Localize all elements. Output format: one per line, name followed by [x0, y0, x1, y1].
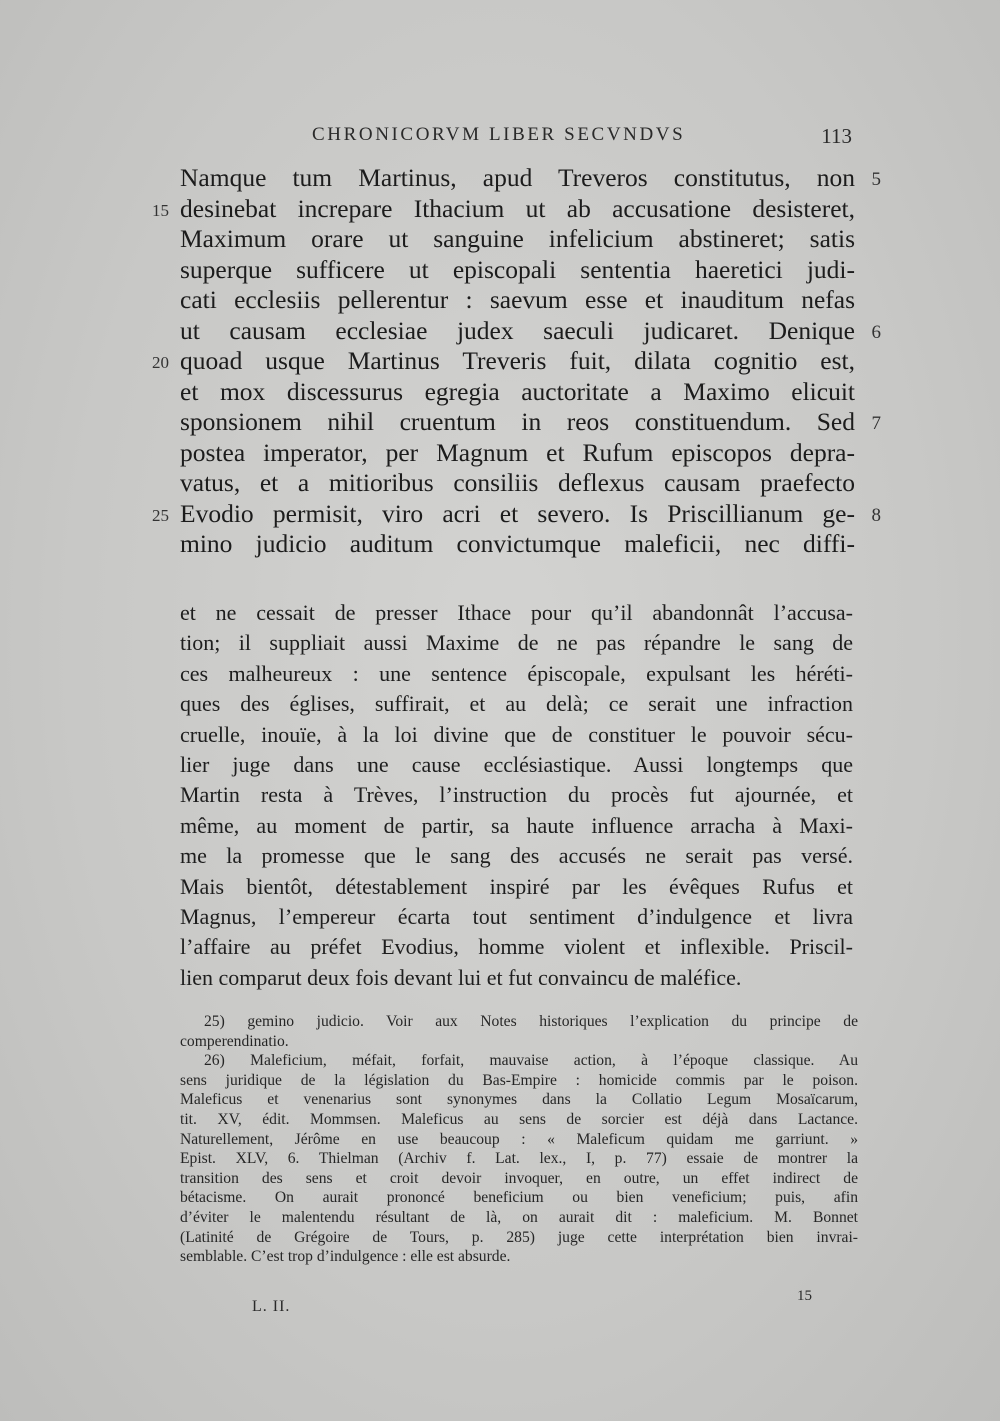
french-line: Martin resta à Trèves, l’instruction du procès fut ajournée, et	[180, 782, 853, 808]
latin-line: desinebat increpare Ithacium ut ab accusatione desisteret, 15	[180, 194, 855, 225]
french-line: Mais bientôt, détestablement inspiré par les évêques Rufus et	[180, 873, 853, 899]
french-line: ques des églises, suffirait, et au delà; ce serait une infraction	[180, 691, 853, 717]
footnote-line: 26) Maleficium, méfait, forfait, mauvaise action, à l’époque classique. Au	[204, 1052, 858, 1070]
latin-line: sponsionem nihil cruentum in reos constituendum. Sed 7	[180, 407, 855, 438]
footnote-line: Naturellement, Jérôme en use beaucoup : « Maleficum quidam me garriunt. »	[180, 1130, 858, 1148]
french-line: l’affaire au préfet Evodius, homme violent et inflexible. Priscil-	[180, 934, 853, 960]
french-line: lien comparut deux fois devant lui et fut convaincu de maléfice.	[180, 964, 742, 990]
french-line: cruelle, inouïe, à la loi divine que de constituer le pouvoir sécu-	[180, 721, 853, 747]
latin-line: postea imperator, per Magnum et Rufum episcopos depra-	[180, 437, 855, 467]
latin-line: Evodio permisit, viro acri et severo. Is Priscillianum ge- 25 8	[180, 499, 855, 530]
footnote-line: Epist. XLV, 6. Thielman (Archiv f. Lat. lex., I, p. 77) essaie de montrer la	[180, 1150, 858, 1168]
paragraph-number: 7	[871, 413, 881, 434]
paragraph-number: 8	[871, 504, 881, 526]
page-number: 113	[821, 124, 852, 148]
sheet-number: 15	[797, 1288, 812, 1304]
line-number: 25	[152, 505, 169, 525]
footnote-line: (Latinité de Grégoire de Tours, p. 285) juge cette interprétation bien invrai-	[180, 1228, 858, 1246]
footnote-line: semblable. C’est trop d’indulgence : elle est absurde.	[180, 1248, 511, 1266]
latin-line: ut causam ecclesiae judex saeculi judicaret. Denique 6	[180, 316, 855, 347]
footnote-line: 25) gemino judicio. Voir aux Notes historiques l’explication du principe de	[204, 1013, 858, 1030]
french-line: me la promesse que le sang des accusés ne serait pas versé.	[180, 843, 853, 869]
footnotes-block	[180, 1012, 858, 1267]
french-line: lier juge dans une cause ecclésiastique. Aussi longtemps que	[180, 751, 853, 777]
footnote-line: bétacisme. On aurait prononcé beneficium ou bien veneficium; puis, afin	[180, 1189, 858, 1207]
paragraph-number: 6	[871, 321, 881, 343]
latin-line: quoad usque Martinus Treveris fuit, dilata cognitio est, 20	[180, 346, 855, 377]
latin-line: Namque tum Martinus, apud Treveros constitutus, non 5	[180, 163, 855, 194]
latin-line: vatus, et a mitioribus consiliis deflexus causam praefecto	[180, 468, 855, 497]
french-line: ces malheureux : une sentence épiscopale, expulsant les héréti-	[180, 660, 853, 686]
latin-line: Maximum orare ut sanguine infelicium abstineret; satis	[180, 224, 855, 253]
line-number: 15	[152, 200, 169, 220]
french-line: Magnus, l’empereur écarta tout sentiment d’indulgence et livra	[180, 903, 853, 929]
latin-line: cati ecclesiis pellerentur : saevum esse et inauditum nefas	[180, 285, 855, 314]
french-translation-block	[180, 598, 853, 993]
french-line: même, au moment de partir, sa haute influence arracha à Maxi-	[180, 812, 853, 838]
running-head	[180, 124, 860, 154]
latin-line: superque sufficere ut episcopali sententia haeretici judi-	[180, 254, 855, 284]
footnote-line: tit. XV, édit. Mommsen. Maleficus au sens de sorcier est déjà dans Lactance.	[180, 1110, 858, 1128]
latin-text-block	[152, 163, 881, 560]
french-line: tion; il suppliait aussi Maxime de ne pas répandre le sang de	[180, 630, 853, 656]
french-line: et ne cessait de presser Ithace pour qu’il abandonnât l’accusa-	[180, 600, 853, 625]
page-footer	[252, 1288, 812, 1322]
latin-line: mino judicio auditum convictumque maleficii, nec diffi-	[180, 529, 855, 558]
footnote-line: Maleficus et venenarius sont synonymes dans la Collatio Legum Mosaïcarum,	[180, 1091, 858, 1109]
footnote-line: transition des sens et croit devoir invoquer, en outre, un effet indirect de	[180, 1169, 858, 1187]
paragraph-number: 5	[871, 169, 881, 190]
signature-mark: L. II.	[252, 1298, 291, 1315]
footnote-line: comperendinatio.	[180, 1032, 289, 1050]
footnote-line: d’éviter le malentendu résultant de là, on aurait dit : maleficium. M. Bonnet	[180, 1208, 858, 1226]
footnote-line: sens juridique de la législation du Bas-Empire : homicide commis par le poison.	[180, 1071, 858, 1089]
latin-line: et mox discessurus egregia auctoritate a Maximo elicuit	[180, 376, 855, 406]
line-number: 20	[152, 353, 169, 372]
running-title: CHRONICORVM LIBER SECVNDVS	[312, 124, 686, 145]
